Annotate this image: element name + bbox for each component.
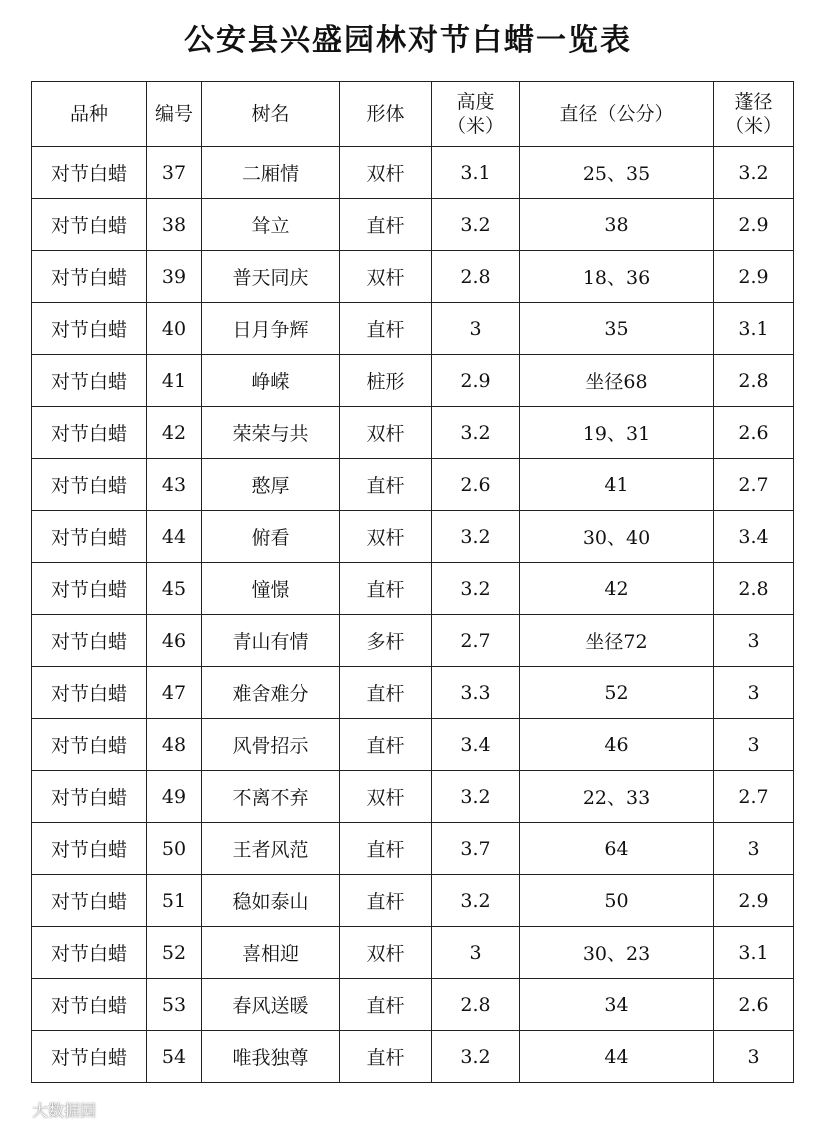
cell-form: 直杆: [340, 1031, 432, 1083]
cell-diameter: 42: [520, 563, 714, 615]
cell-height: 3.4: [432, 719, 520, 771]
cell-form: 直杆: [340, 875, 432, 927]
cell-id: 43: [147, 459, 202, 511]
cell-diameter: 41: [520, 459, 714, 511]
table-row: [32, 927, 794, 979]
cell-name: 风骨招示: [202, 719, 340, 771]
watermark-text: 大数据园: [32, 1101, 97, 1120]
column-header-name: [202, 82, 340, 147]
watermark: [6, 1098, 96, 1121]
cell-name: 稳如泰山: [202, 875, 340, 927]
cell-form: 直杆: [340, 823, 432, 875]
cell-form: 双杆: [340, 407, 432, 459]
column-header-line: 形体: [366, 103, 405, 125]
cell-crown: 3: [714, 1031, 794, 1083]
cell-form: 双杆: [340, 511, 432, 563]
column-header-id: [147, 82, 202, 147]
cell-form: 双杆: [340, 771, 432, 823]
column-header-form: [340, 82, 432, 147]
cell-variety: 对节白蜡: [32, 563, 147, 615]
cell-name: 荣荣与共: [202, 407, 340, 459]
cell-crown: 2.7: [714, 459, 794, 511]
cell-height: 3.2: [432, 407, 520, 459]
cell-form: 直杆: [340, 667, 432, 719]
cell-id: 54: [147, 1031, 202, 1083]
table-row: [32, 355, 794, 407]
cell-id: 50: [147, 823, 202, 875]
cell-height: 3.7: [432, 823, 520, 875]
column-header-line: （米）: [446, 115, 504, 137]
table-row: [32, 511, 794, 563]
cell-name: 喜相迎: [202, 927, 340, 979]
cell-id: 52: [147, 927, 202, 979]
tree-inventory-table: [31, 81, 794, 1083]
cell-variety: 对节白蜡: [32, 927, 147, 979]
cell-height: 2.7: [432, 615, 520, 667]
header-row: [32, 82, 794, 147]
cell-id: 40: [147, 303, 202, 355]
column-header-line: 蓬径: [734, 91, 773, 113]
cell-variety: 对节白蜡: [32, 771, 147, 823]
cell-crown: 2.9: [714, 875, 794, 927]
cell-height: 3.1: [432, 147, 520, 199]
cell-name: 二厢情: [202, 147, 340, 199]
cell-variety: 对节白蜡: [32, 615, 147, 667]
column-header-diameter: [520, 82, 714, 147]
cell-crown: 2.9: [714, 199, 794, 251]
cell-height: 3.2: [432, 511, 520, 563]
cell-diameter: 46: [520, 719, 714, 771]
table-row: [32, 771, 794, 823]
table-body: [32, 147, 794, 1083]
cell-diameter: 35: [520, 303, 714, 355]
table-row: [32, 719, 794, 771]
cell-name: 普天同庆: [202, 251, 340, 303]
cell-form: 直杆: [340, 199, 432, 251]
cell-height: 3.2: [432, 563, 520, 615]
column-header-crown: [714, 82, 794, 147]
cell-crown: 3.1: [714, 927, 794, 979]
cell-form: 双杆: [340, 251, 432, 303]
cell-crown: 2.9: [714, 251, 794, 303]
cell-height: 2.6: [432, 459, 520, 511]
cell-diameter: 44: [520, 1031, 714, 1083]
cell-id: 51: [147, 875, 202, 927]
cell-height: 2.8: [432, 979, 520, 1031]
cell-id: 49: [147, 771, 202, 823]
cell-variety: 对节白蜡: [32, 875, 147, 927]
cell-name: 憧憬: [202, 563, 340, 615]
cell-form: 直杆: [340, 459, 432, 511]
cell-crown: 3.2: [714, 147, 794, 199]
cell-height: 3.3: [432, 667, 520, 719]
cell-id: 38: [147, 199, 202, 251]
table-row: [32, 407, 794, 459]
cell-form: 直杆: [340, 303, 432, 355]
cell-form: 直杆: [340, 719, 432, 771]
cell-id: 53: [147, 979, 202, 1031]
cell-variety: 对节白蜡: [32, 199, 147, 251]
cell-diameter: 30、40: [520, 511, 714, 563]
column-header-height: [432, 82, 520, 147]
cell-crown: 3.4: [714, 511, 794, 563]
cell-crown: 3: [714, 667, 794, 719]
cell-name: 难舍难分: [202, 667, 340, 719]
table-row: [32, 303, 794, 355]
cell-variety: 对节白蜡: [32, 979, 147, 1031]
column-header-line: 树名: [251, 103, 290, 125]
cell-diameter: 38: [520, 199, 714, 251]
cell-height: 2.9: [432, 355, 520, 407]
page-title: 公安县兴盛园林对节白蜡一览表: [184, 23, 632, 58]
cell-variety: 对节白蜡: [32, 511, 147, 563]
cell-diameter: 18、36: [520, 251, 714, 303]
cell-name: 青山有情: [202, 615, 340, 667]
cell-form: 直杆: [340, 563, 432, 615]
cell-name: 王者风范: [202, 823, 340, 875]
cell-diameter: 52: [520, 667, 714, 719]
cell-diameter: 坐径72: [520, 615, 714, 667]
watermark-logo-icon: [6, 1101, 28, 1119]
table-row: [32, 875, 794, 927]
cell-variety: 对节白蜡: [32, 719, 147, 771]
cell-name: 日月争辉: [202, 303, 340, 355]
cell-id: 42: [147, 407, 202, 459]
cell-id: 46: [147, 615, 202, 667]
table-header: [32, 82, 794, 147]
cell-variety: 对节白蜡: [32, 147, 147, 199]
cell-form: 桩形: [340, 355, 432, 407]
table-row: [32, 1031, 794, 1083]
cell-id: 45: [147, 563, 202, 615]
cell-id: 41: [147, 355, 202, 407]
cell-height: 3.2: [432, 875, 520, 927]
cell-diameter: 19、31: [520, 407, 714, 459]
cell-form: 直杆: [340, 979, 432, 1031]
cell-form: 双杆: [340, 147, 432, 199]
cell-id: 37: [147, 147, 202, 199]
cell-variety: 对节白蜡: [32, 1031, 147, 1083]
cell-variety: 对节白蜡: [32, 355, 147, 407]
column-header-line: （米）: [724, 115, 782, 137]
cell-name: 憨厚: [202, 459, 340, 511]
cell-diameter: 34: [520, 979, 714, 1031]
cell-crown: 2.6: [714, 979, 794, 1031]
cell-id: 39: [147, 251, 202, 303]
cell-id: 44: [147, 511, 202, 563]
cell-diameter: 25、35: [520, 147, 714, 199]
cell-crown: 3: [714, 719, 794, 771]
column-header-line: 编号: [154, 103, 193, 125]
table-row: [32, 979, 794, 1031]
cell-name: 春风送暖: [202, 979, 340, 1031]
cell-name: 峥嵘: [202, 355, 340, 407]
column-header-variety: [32, 82, 147, 147]
cell-diameter: 64: [520, 823, 714, 875]
table-row: [32, 251, 794, 303]
cell-diameter: 30、23: [520, 927, 714, 979]
table-row: [32, 199, 794, 251]
cell-crown: 2.8: [714, 563, 794, 615]
cell-id: 48: [147, 719, 202, 771]
cell-variety: 对节白蜡: [32, 251, 147, 303]
cell-crown: 2.6: [714, 407, 794, 459]
cell-crown: 2.7: [714, 771, 794, 823]
table-row: [32, 615, 794, 667]
cell-name: 俯看: [202, 511, 340, 563]
cell-height: 3.2: [432, 1031, 520, 1083]
cell-variety: 对节白蜡: [32, 667, 147, 719]
table-row: [32, 563, 794, 615]
cell-height: 2.8: [432, 251, 520, 303]
column-header-line: 高度: [456, 91, 495, 113]
cell-height: 3: [432, 303, 520, 355]
cell-form: 双杆: [340, 927, 432, 979]
table-row: [32, 667, 794, 719]
cell-variety: 对节白蜡: [32, 459, 147, 511]
table-row: [32, 147, 794, 199]
cell-crown: 3: [714, 615, 794, 667]
table-row: [32, 823, 794, 875]
cell-diameter: 50: [520, 875, 714, 927]
cell-diameter: 坐径68: [520, 355, 714, 407]
cell-name: 不离不弃: [202, 771, 340, 823]
table-row: [32, 459, 794, 511]
cell-name: 唯我独尊: [202, 1031, 340, 1083]
cell-form: 多杆: [340, 615, 432, 667]
cell-crown: 3: [714, 823, 794, 875]
cell-crown: 2.8: [714, 355, 794, 407]
cell-height: 3.2: [432, 771, 520, 823]
cell-variety: 对节白蜡: [32, 407, 147, 459]
cell-variety: 对节白蜡: [32, 303, 147, 355]
cell-height: 3: [432, 927, 520, 979]
cell-id: 47: [147, 667, 202, 719]
cell-diameter: 22、33: [520, 771, 714, 823]
cell-variety: 对节白蜡: [32, 823, 147, 875]
cell-name: 耸立: [202, 199, 340, 251]
column-header-line: 品种: [69, 103, 108, 125]
cell-crown: 3.1: [714, 303, 794, 355]
column-header-line: 直径（公分）: [559, 103, 674, 125]
cell-height: 3.2: [432, 199, 520, 251]
